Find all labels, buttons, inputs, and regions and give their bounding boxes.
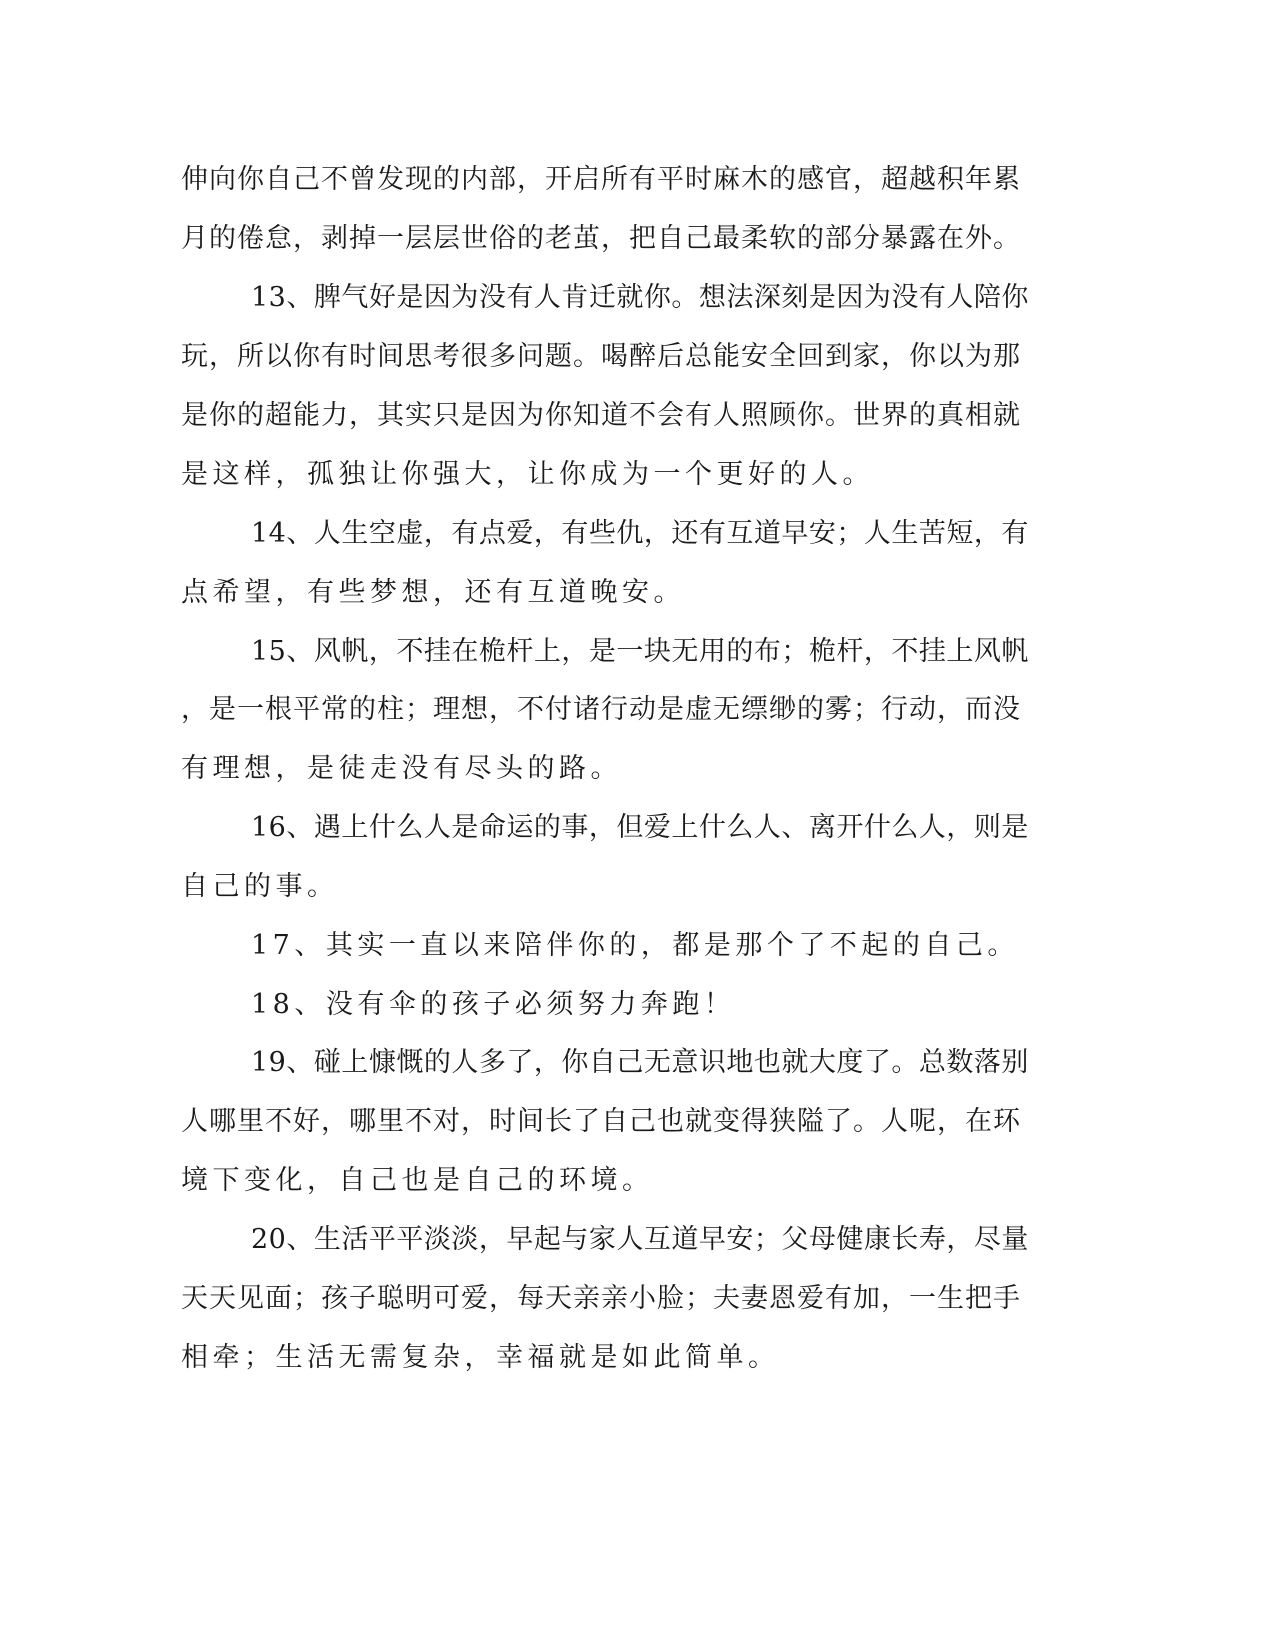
text-line: 16、遇上什么人是命运的事，但爱上什么人、离开什么人，则是 xyxy=(251,812,1029,843)
text-line: ，是一根平常的柱；理想，不付诸行动是虚无缥缈的雾；行动，而没 xyxy=(181,694,1021,725)
text-line: 14、人生空虚，有点爱，有些仇，还有互道早安；人生苦短，有 xyxy=(251,518,1029,549)
text-line: 15、风帆，不挂在桅杆上，是一块无用的布；桅杆，不挂上风帆 xyxy=(251,636,1029,667)
text-line: 是这样，孤独让你强大，让你成为一个更好的人。 xyxy=(181,459,874,490)
text-line: 自己的事。 xyxy=(181,871,339,902)
text-line: 人哪里不好，哪里不对，时间长了自己也就变得狭隘了。人呢，在环 xyxy=(181,1106,1021,1137)
text-line: 相牵；生活无需复杂，幸福就是如此简单。 xyxy=(181,1342,780,1373)
text-line: 境下变化，自己也是自己的环境。 xyxy=(181,1165,654,1196)
text-line: 天天见面；孩子聪明可爱，每天亲亲小脸；夫妻恩爱有加，一生把手 xyxy=(181,1283,1021,1314)
text-line: 17、其实一直以来陪伴你的，都是那个了不起的自己。 xyxy=(251,930,1019,961)
text-line: 伸向你自己不曾发现的内部，开启所有平时麻木的感官，超越积年累 xyxy=(181,164,1021,195)
text-line: 18、没有伞的孩子必须努力奔跑！ xyxy=(251,989,736,1020)
text-line: 玩，所以你有时间思考很多问题。喝醉后总能安全回到家，你以为那 xyxy=(181,341,1021,372)
text-line: 19、碰上慷慨的人多了，你自己无意识地也就大度了。总数落别 xyxy=(251,1047,1029,1078)
text-line: 20、生活平平淡淡，早起与家人互道早安；父母健康长寿，尽量 xyxy=(251,1224,1029,1255)
text-line: 是你的超能力，其实只是因为你知道不会有人照顾你。世界的真相就 xyxy=(181,400,1021,431)
text-line: 13、脾气好是因为没有人肯迁就你。想法深刻是因为没有人陪你 xyxy=(251,282,1029,313)
text-line: 有理想，是徒走没有尽头的路。 xyxy=(181,753,622,784)
text-line: 点希望，有些梦想，还有互道晚安。 xyxy=(181,577,685,608)
text-line: 月的倦怠，剥掉一层层世俗的老茧，把自己最柔软的部分暴露在外。 xyxy=(181,223,1021,254)
